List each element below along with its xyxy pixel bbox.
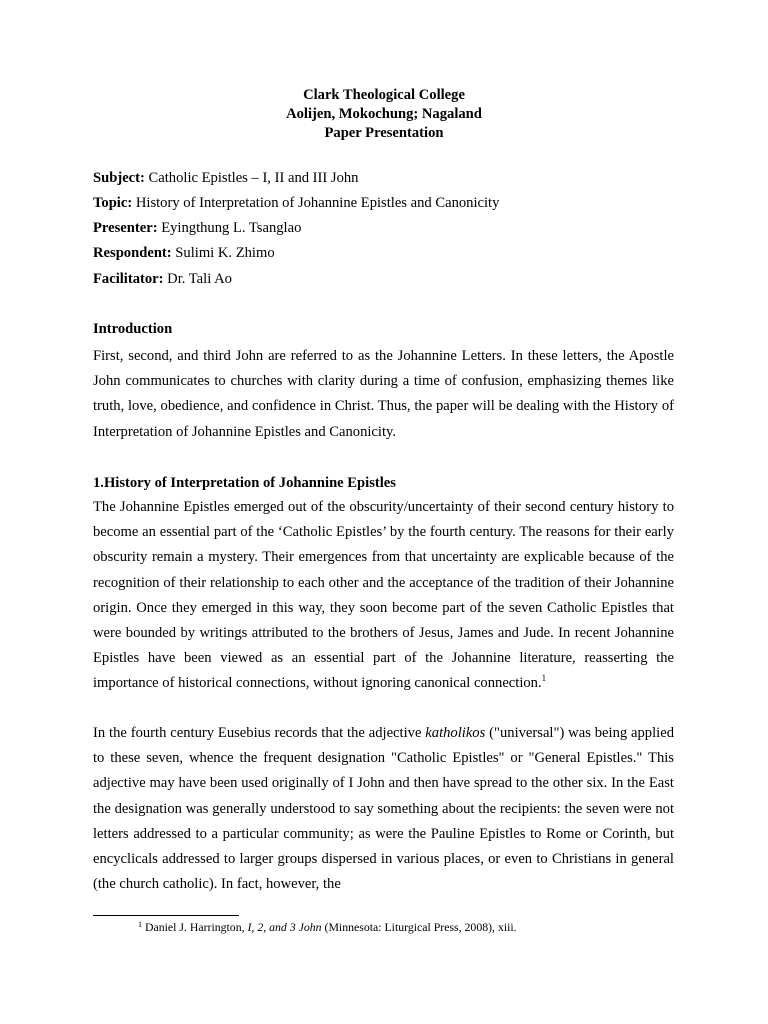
institution-title: Clark Theological College [303,87,465,103]
presenter-line: Presenter: Eyingthung L. Tsanglao [93,220,302,236]
document-type: Paper Presentation [324,125,444,141]
footnote: $^1$ Daniel J. Harrington, I, 2, and 3 John (Minnesota: Liturgical Press, 2008), xiii. [138,920,517,934]
footnote-reference[interactable]: 1 [541,673,547,684]
topic-line: Topic: History of Interpretation of Johannine Epistles and Canonicity [93,195,500,211]
respondent-line: Respondent: Sulimi K. Zhimo [93,245,275,261]
institution-location: Aolijen, Mokochung; Nagaland [286,106,482,122]
footnote-separator [93,915,239,916]
section-1-paragraph-2: In the fourth century Eusebius records that the adjective katholikos ("universal") was being applied to these seven, whence the frequent designation "Catholic Epistles" or "General Epistles." This adjective may have been used originally of I John and then have spread to the other six. In the East the designation was generally understood to say something about the recipients: the seven were not letters addressed to a particular community; as were the Pauline Epistles to Rome or Corinth, but encyclicals addressed to larger groups dispersed in various places, or even to Christians in general (the church catholic). In fact, however, the [93,725,674,893]
facilitator-line: Facilitator: Dr. Tali Ao [93,271,232,287]
introduction-paragraph: First, second, and third John are referred to as the Johannine Letters. In these letters, the Apostle John communicates to churches with clarity during a time of confusion, emphasizing themes like truth, love, obedience, and confidence in Christ. Thus, the paper will be dealing with the History of Interpretation of Johannine Epistles and Canonicity. [93,348,674,440]
introduction-heading: Introduction [93,321,173,337]
subject-line: Subject: Catholic Epistles – I, II and III John [93,170,359,186]
section-1-paragraph-1: The Johannine Epistles emerged out of the obscurity/uncertainty of their second century history to become an essential part of the ‘Catholic Epistles’ by the fourth century. The reasons for their early obscurity remain a mystery. Their emergences from that uncertainty are explicable because of the recognition of their relationship to each other and the acceptance of the tradition of their Johannine origin. Once they emerged in this way, they soon become part of the seven Catholic Epistles that were bounded by writings attributed to the brothers of Jesus, James and Jude. In recent Johannine Epistles have been viewed as an essential part of the Johannine literature, reasserting the importance of historical connections, without ignoring canonical connection.$^1$ [93,499,674,692]
section-1-heading: 1.History of Interpretation of Johannine Epistles [93,475,396,491]
